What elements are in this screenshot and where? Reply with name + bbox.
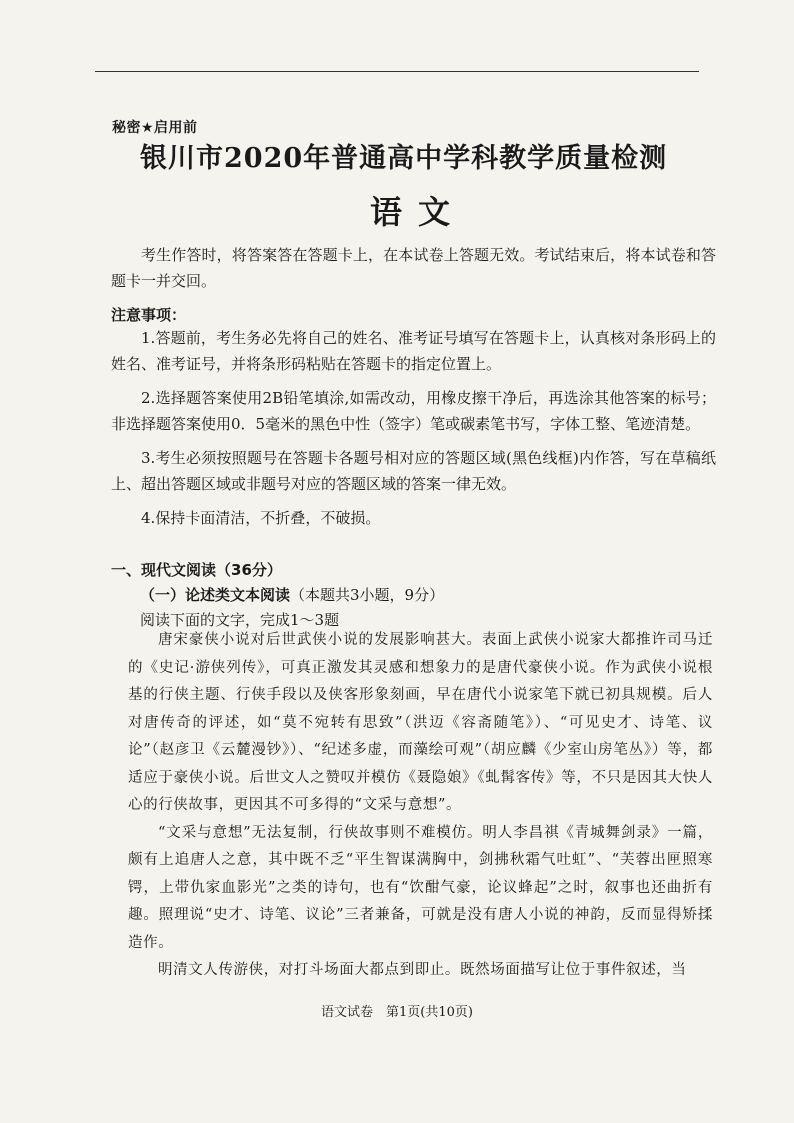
sub-section-note: （本题共3小题，9分）	[290, 586, 445, 604]
confidential-label: 秘密★启用前	[112, 120, 198, 136]
note-item: 1.答题前，考生务必先将自己的姓名、准考证号填写在答题卡上，认真核对条形码上的姓名、准考证号，并将条形码粘贴在答题卡的指定位置上。	[111, 329, 716, 373]
notes-heading: 注意事项：	[111, 306, 187, 324]
note-item: 4.保持卡面清洁，不折叠，不破损。	[141, 509, 381, 527]
notes-list	[111, 325, 716, 531]
top-divider	[95, 71, 699, 72]
sub-section-line	[140, 584, 444, 605]
sub-section-heading: （一）论述类文本阅读	[140, 586, 291, 604]
note-item: 2.选择题答案使用2B铅笔填涂,如需改动，用橡皮擦干净后，再选涂其他答案的标号；非选择题答案使用0．5毫米的黑色中性（签字）笔或碳素笔书写，字体工整、笔迹清楚。	[111, 389, 716, 433]
subject-title: 语文	[370, 193, 467, 231]
exam-title: 银川市2020年普通高中学科教学质量检测	[140, 143, 668, 174]
article-text	[128, 627, 713, 985]
article-paragraph: 唐宋豪侠小说对后世武侠小说的发展影响甚大。表面上武侠小说家大都推许司马迁的《史记·游侠列传》，可真正激发其灵感和想象力的是唐代豪侠小说。作为武侠小说根基的行侠主题、行侠手段以及侠客形象刻画，早在唐代小说家笔下就已初具规模。后人对唐传奇的评述，如“莫不宛转有思致”（洪迈《容斋随笔》）、“可见史才、诗笔、议论”（赵彦卫《云麓漫钞》）、“纪述多虚，而藻绘可观”（胡应麟《少室山房笔丛》）等，都适应于豪侠小说。后世文人之赞叹并模仿《聂隐娘》《虬髯客传》等，不只是因其大快人心的行侠故事，更因其不可多得的“文采与意想”。	[128, 632, 713, 813]
section-heading: 一、现代文阅读（36分）	[111, 561, 282, 579]
intro-text: 考生作答时，将答案答在答题卡上，在本试卷上答题无效。考试结束后，将本试卷和答题卡一并交回。	[111, 246, 716, 290]
reading-instruction: 阅读下面的文字，完成1～3题	[140, 611, 340, 629]
article-paragraph: “文采与意想”无法复制，行侠故事则不难模仿。明人李昌祺《青城舞剑录》一篇，颇有上追唐人之意，其中既不乏“平生智谋满胸中，剑拂秋霜气吐虹”、“芙蓉出匣照寒锷，上带仇家血影光”之类的诗句，也有“饮酣气豪，论议蜂起”之时，叙事也还曲折有趣。照理说“史才、诗笔、议论”三者兼备，可就是没有唐人小说的神韵，反而显得矫揉造作。	[128, 824, 713, 951]
article-paragraph: 明清文人传游侠，对打斗场面大都点到即止。既然场面描写让位于事件叙述，当	[158, 962, 687, 978]
page-footer: 语文试卷 第1页(共10页)	[321, 1005, 473, 1020]
intro-block	[111, 242, 716, 294]
note-item: 3.考生必须按照题号在答题卡各题号相对应的答题区域(黑色线框)内作答，写在草稿纸上、超出答题区域或非题号对应的答题区域的答案一律无效。	[111, 449, 716, 493]
